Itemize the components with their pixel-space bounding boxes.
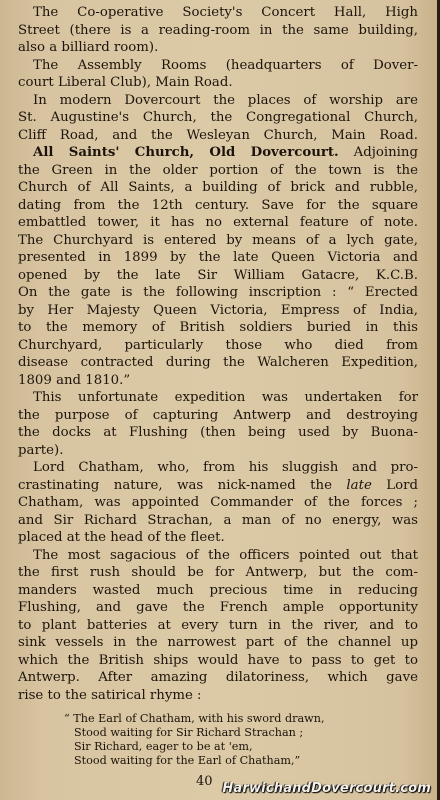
site-watermark: HarwichandDovercourt.com	[222, 781, 431, 796]
satirical-rhyme	[64, 712, 404, 768]
text-line: presented in 1899 by the late Queen Victoria and	[18, 250, 418, 265]
text-line: The Co-operative Society's Concert Hall, High	[33, 5, 418, 20]
verse-line: “ The Earl of Chatham, with his sword drawn,	[64, 712, 325, 725]
verse-line: Stood waiting for the Earl of Chatham,”	[74, 754, 301, 767]
text-line: disease contracted during the Walcheren Expedition,	[18, 355, 418, 370]
text-line: the purpose of capturing Antwerp and destroying	[18, 407, 418, 423]
emphasis-late: late	[346, 477, 372, 493]
text-line: and Sir Richard Strachan, a man of no energy, was	[18, 512, 418, 528]
text-line: embattled tower, it has no external feature of note.	[18, 215, 418, 230]
text-line: 1809 and 1810.”	[18, 372, 131, 388]
text-line: sink vessels in the narrowest part of the channel up	[18, 635, 418, 650]
text-line: opened by the late Sir William Gatacre, K.C.B.	[18, 267, 418, 283]
text-line: the Green in the older portion of the town is the	[18, 162, 418, 178]
text-line: the first rush should be for Antwerp, but the com-	[18, 565, 418, 580]
text-line: crastinating nature, was nick-named the late Lord	[18, 477, 418, 493]
verse-line: Stood waiting for Sir Richard Strachan ;	[74, 726, 304, 739]
text-line: Cliff Road, and the Wesleyan Church, Main Road.	[18, 127, 418, 143]
text-line: rise to the satirical rhyme :	[18, 687, 202, 703]
text-line: which the British ships would have to pass to get to	[18, 652, 418, 668]
text-line: Flushing, and gave the French ample opportunity	[18, 600, 418, 615]
text-line: In modern Dovercourt the places of worship are	[33, 92, 418, 108]
text-line: St. Augustine's Church, the Congregational Church,	[18, 110, 418, 125]
text-line: to plant batteries at every turn in the river, and to	[18, 617, 418, 633]
text-fragment: Adjoining	[338, 145, 418, 160]
text-line: placed at the head of the fleet.	[18, 530, 225, 545]
text-line: dating from the 12th century. Save for the square	[18, 197, 418, 213]
text-line: manders wasted much precious time in reducing	[18, 582, 418, 598]
page-number: 40	[196, 774, 213, 789]
heading-line	[18, 144, 418, 162]
verse-line: Sir Richard, eager to be at 'em,	[74, 740, 253, 753]
text-line: The Assembly Rooms (headquarters of Dover-	[33, 57, 418, 73]
text-line: to the memory of British soldiers buried in this	[18, 320, 418, 335]
text-line: Church of All Saints, a building of brick and rubble,	[18, 180, 418, 195]
text-line: This unfortunate expedition was undertaken for	[33, 390, 418, 405]
section-heading: All Saints' Church, Old Dovercourt.	[33, 145, 339, 160]
text-line: Lord Chatham, who, from his sluggish and pro-	[33, 460, 418, 475]
page-text	[18, 4, 418, 704]
text-line: The most sagacious of the officers pointed out that	[33, 547, 418, 563]
text-line: Street (there is a reading-room in the same building,	[18, 22, 418, 38]
text-line: parte).	[18, 442, 64, 458]
text-line: The Churchyard is entered by means of a lych gate,	[18, 232, 418, 248]
text-line: Chatham, was appointed Commander of the forces ;	[18, 495, 418, 510]
text-line: the docks at Flushing (then being used by Buona-	[18, 425, 418, 440]
text-line: court Liberal Club), Main Road.	[18, 75, 233, 90]
text-line: by Her Majesty Queen Victoria, Empress of India,	[18, 302, 418, 318]
text-line: also a billiard room).	[18, 40, 159, 55]
text-line: Antwerp. After amazing dilatoriness, which gave	[18, 670, 418, 685]
text-line: Churchyard, particularly those who died from	[18, 337, 418, 353]
text-line: On the gate is the following inscription : “ Erected	[18, 285, 418, 300]
